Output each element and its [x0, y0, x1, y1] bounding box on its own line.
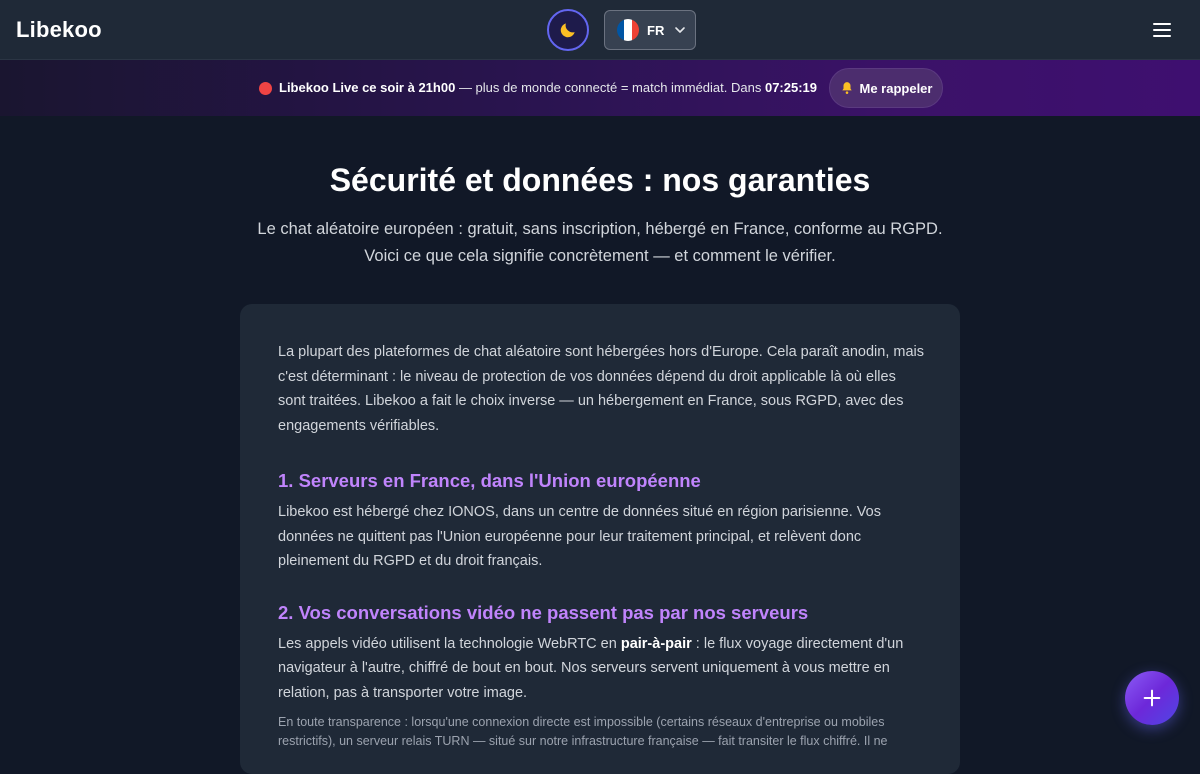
- language-code: FR: [647, 22, 665, 38]
- section-text-webrtc: [278, 632, 924, 706]
- top-navbar: [0, 0, 1200, 60]
- banner-message: [279, 80, 817, 95]
- page-title: Sécurité et données : nos garanties: [329, 162, 871, 198]
- webrtc-text-bold: pair-à-pair: [620, 635, 692, 652]
- intro-paragraph: La plupart des plateformes de chat aléatoire sont hébergées hors d'Europe. Cela paraît anodin, mais c'est déterminant : le niveau de protection de vos données dépend du droit applicable là où elles sont traitées. Libekoo a fait le choix inverse — un hébergement en France, sous RGPD, avec des engagements vérifiables.: [278, 344, 925, 434]
- webrtc-text-start: Les appels vidéo utilisent la technologie WebRTC en: [278, 635, 617, 652]
- france-flag-icon: [617, 19, 639, 41]
- menu-button[interactable]: [1150, 18, 1174, 42]
- section-heading-webrtc: 2. Vos conversations vidéo ne passent pas par nos serveurs: [278, 601, 809, 623]
- moon-icon: [558, 20, 578, 40]
- page-subtitle: [200, 216, 1000, 270]
- remind-label: Me rappeler: [859, 80, 933, 96]
- transparency-note: En toute transparence : lorsqu'une connexion directe est impossible (certains réseaux d'entreprise ou mobiles restrictifs), un serveur relais TURN — situé sur notre infrastructure française — fait transiter le flux chiffré. Il ne: [278, 715, 888, 748]
- webrtc-text-end: : le flux voyage directement d'un navigateur à l'autre, chiffré de bout en bout. Nos serveurs servent uniquement à vous mettre en relation, pas à transporter votre image.: [278, 635, 904, 701]
- chevron-down-icon: [674, 24, 686, 36]
- hamburger-menu-icon: [1150, 18, 1174, 42]
- countdown-timer: 07:25:19: [764, 80, 818, 95]
- language-selector[interactable]: [604, 10, 696, 50]
- remind-me-button[interactable]: [829, 68, 943, 108]
- plus-icon: [1141, 687, 1163, 709]
- banner-info: — plus de monde connecté = match immédiat. Dans: [458, 80, 762, 95]
- subtitle-line-2: Voici ce que cela signifie concrètement — et comment le vérifier.: [364, 247, 836, 265]
- subtitle-line-1: Le chat aléatoire européen : gratuit, sans inscription, hébergé en France, conforme au RGPD.: [257, 220, 943, 238]
- bell-icon: [840, 81, 854, 95]
- section-text-servers: Libekoo est hébergé chez IONOS, dans un centre de données situé en région parisienne. Vos données ne quittent pas l'Union européenne pour leur traitement principal, et relèvent donc pleinement du RGPD et du droit français.: [278, 504, 881, 569]
- section-heading-servers: 1. Serveurs en France, dans l'Union européenne: [278, 470, 701, 491]
- theme-toggle-button[interactable]: [547, 9, 589, 51]
- live-title: Libekoo Live ce soir à 21h00: [279, 80, 456, 95]
- floating-add-button[interactable]: [1125, 671, 1179, 725]
- live-indicator-dot: [259, 82, 272, 95]
- content-card: [240, 304, 960, 774]
- logo[interactable]: Libekoo: [16, 17, 102, 42]
